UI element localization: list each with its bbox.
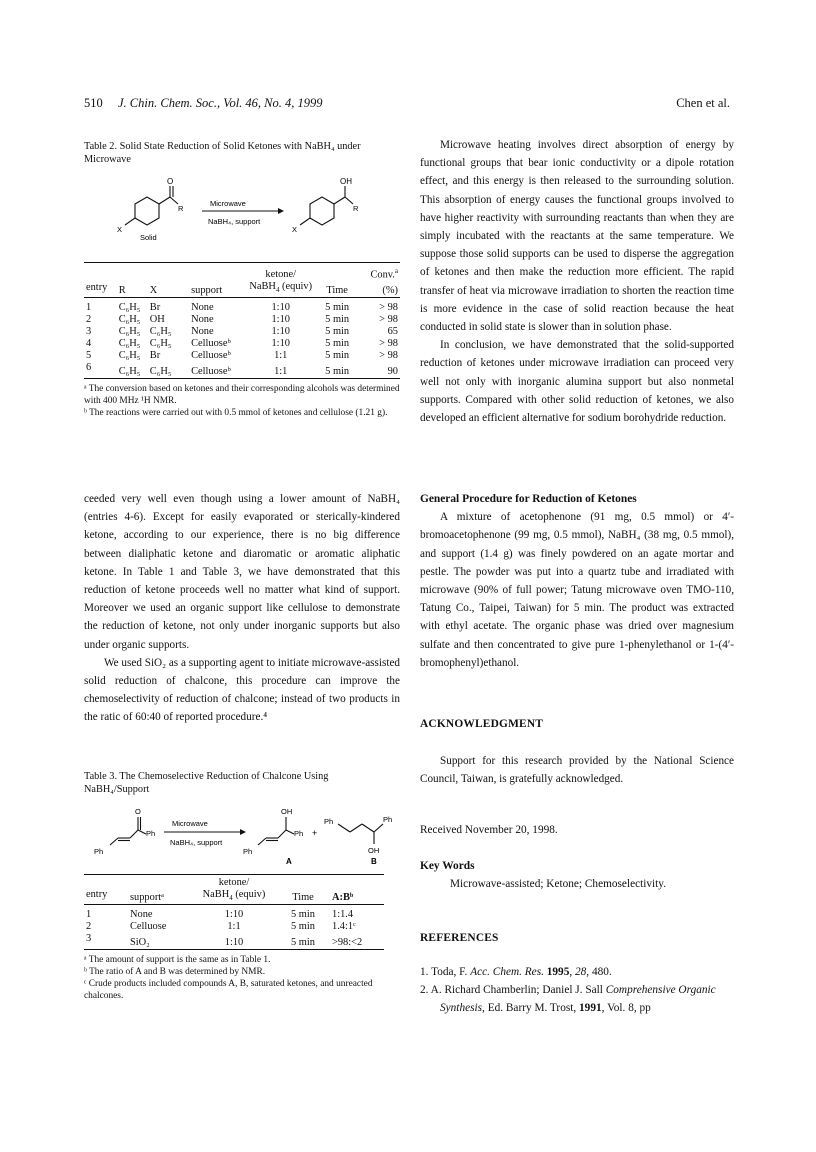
table-cell: None [130, 909, 153, 921]
col-header-support: support [191, 284, 223, 296]
table-cell: 1:10 [271, 301, 290, 313]
table-cell: > 98 [379, 301, 398, 313]
table-cell: 5 min [325, 325, 350, 337]
references-title: REFERENCES [420, 932, 499, 944]
phenyl-label: Ph [294, 829, 304, 838]
table-cell: > 98 [379, 349, 398, 361]
table2-footnote-b: ᵇ The reactions were carried out with 0.5 mmol of ketones and cellulose (1.21 g). [84, 407, 388, 418]
table-cell: C₆H₅ [118, 313, 141, 325]
table-cell: None [191, 313, 214, 325]
table-cell: 5 min [325, 349, 350, 361]
col-header-time: Time [326, 284, 348, 296]
reference-text: , Vol. 8, pp [601, 1001, 651, 1014]
table3-footnote-b: ᵇ The ratio of A and B was determined by NMR. [84, 967, 266, 978]
table-cell: 1 [86, 301, 92, 313]
hydroxyl-label: OH [281, 807, 293, 816]
paragraph: Microwave heating involves direct absorption of energy by functional groups that bear ionic conductivity or a dipole rotation effect, and this energy is then released to the surrounding solution. This absorption of energy causes the functional groups involved to have higher reactivity with surrounding reactants than when they are simply incubated with the reactants at the same temperature. We suppose those solid supports can be used to disperse the aggregation of ketones and then make the reduction more efficient. The rapid transfer of heat via microwave irradiation to shorten the reaction time is more evidence in the case of solid reaction because the heat conducted in solid state is slower than in solution phase. [420, 139, 734, 334]
table3-footnote-a: ᵃ The amount of support is the same as in Table 1. [84, 955, 271, 966]
r-label: R [353, 204, 359, 213]
table2: ketone/ Conv.$^a$ entry R X support NaBH$_4$ (equiv) Time (%) 1 C₆H₅ Br None 1:10 5 min > 98 2 C₆H₅ OH None 1:10 5 min > 98 3 C₆H₅ C₆H₅ None 1:10 5 min 65 4 C₆H₅ C₆H₅ Celluoseᵇ 1:10 5 min > 98 5 C₆H₅ Br Celluoseᵇ 1:1 5 min > 98 6 C₆H₅ C₆H₅ Celluoseᵇ 1:1 5 min 90 ᵃ The conversion based on ketones and their corresponding alcohols was determined with 400 MHz ¹H NMR. ᵇ The reactions were carried out with 0.5 mmol of ketones and cellulose (1.21 g). [84, 262, 400, 419]
left-body-text [84, 490, 400, 727]
running-author: Chen et al. [676, 96, 730, 110]
table-cell: Celluoseᵇ [191, 365, 231, 377]
reference-volume: 28 [575, 966, 587, 978]
reference-text: 2. A. Richard Chamberlin; Daniel J. Sall [420, 984, 606, 996]
table-cell: 5 [86, 349, 92, 361]
procedure-title: General Procedure for Reduction of Ketones [420, 493, 637, 505]
table-cell: 65 [387, 325, 398, 337]
table-cell: C₆H₅ [118, 325, 141, 337]
table-cell: 5 min [325, 301, 350, 313]
x-label: X [117, 225, 123, 234]
table-cell: 1:1.4 [332, 909, 354, 921]
reference-1: 1. Toda, F. Acc. Chem. Res. 1995, 28, 480. [420, 966, 612, 978]
product-a-label: A [286, 857, 292, 866]
reference-year: 1995 [546, 966, 570, 978]
table-cell: SiO₂ [130, 937, 150, 949]
table-cell: 5 min [291, 909, 315, 921]
paragraph: A mixture of acetophenone (91 mg, 0.5 mmol) or 4′-bromoacetophenone (99 mg, 0.5 mmol), NaBH₄ (38 mg, 0.5 mmol), and support (1.4 g) was finely powdered on an agate mortar and pestle. The powder was put into a quartz tube and irradiated with microwave (90% of full power; Tatung microwave oven TMO-110, Tatung Co., Taipei, Taiwan) for 5 min. The product was extracted with ethyl acetate. The organic phase was dried over magnesium sulfate and then concentrated to give pure 1-phenylethanol or 1-(4′-bromophenyl)ethanol. [420, 511, 734, 669]
table2-reaction-scheme [100, 174, 400, 258]
keywords: Microwave-assisted; Ketone; Chemoselectivity. [450, 878, 667, 890]
table-cell: 1:10 [224, 909, 244, 921]
table-cell: > 98 [379, 337, 398, 349]
table3: ketone/ entry supportᵃ NaBH$_4$ (equiv) Time A:Bᵇ 1 None 1:10 5 min 1:1.4 2 Celluose 1:1 5 min 1.4:1ᶜ 3 SiO₂ 1:10 5 min >98:<2 ᵃ The amount of support is the same as in Table 1. ᵇ The ratio of A and B was determined by NMR. ᶜ Crude products included compounds A, B, saturated ketones, and unreacted chalcones. [84, 874, 384, 1002]
table-cell: 1:10 [271, 337, 290, 349]
table-cell: 5 min [291, 937, 315, 949]
paragraph: We used SiO₂ as a supporting agent to initiate microwave-assisted solid reduction of chalcone, this procedure can improve the chemoselectivity of reduction of chalcone; instead of two products in the ratic of 60:40 of reported procedure.⁴ [84, 656, 400, 724]
benzene-ring [310, 197, 334, 225]
table-cell: 2 [86, 921, 92, 933]
reference-pages: , 480. [586, 966, 612, 978]
table-cell: 1 [86, 909, 92, 921]
table3-caption: Table 3. The Chemoselective Reduction of Chalcone Using NaBH₄/Support [84, 771, 329, 795]
reagent-label: NaBH₄, support [170, 838, 223, 847]
reference-book-title: Comprehensive Organic Synthesis [440, 984, 716, 1014]
reference-text: 1. Toda, F. [420, 966, 471, 978]
reagent-label: NaBH₄, support [208, 217, 261, 226]
product-b-label: B [371, 857, 377, 866]
acknowledgment-section [420, 752, 734, 788]
table-cell: 5 min [325, 337, 350, 349]
hydroxyl-label: OH [340, 177, 352, 186]
table-cell: 1:1 [227, 921, 241, 933]
table-cell: 1.4:1ᶜ [332, 921, 356, 933]
reference-year: 1991 [579, 1001, 602, 1014]
table-cell: Br [149, 301, 161, 313]
table-cell: 5 min [325, 313, 350, 325]
table-cell: >98:<2 [332, 937, 363, 949]
keywords-title: Key Words [420, 860, 475, 872]
table-cell: OH [149, 313, 165, 325]
col-header-x: X [149, 284, 158, 296]
table-cell: C₆H₅ [118, 337, 141, 349]
table-cell: 1:1 [274, 349, 288, 361]
procedure-section [420, 490, 734, 672]
col-header-time: Time [292, 892, 314, 904]
table-cell: Celluoseᵇ [191, 337, 231, 349]
plus-sign: + [312, 828, 318, 838]
table-cell: 2 [86, 313, 92, 325]
reference-2 [420, 982, 756, 1017]
table-cell: Celluoseᵇ [191, 349, 231, 361]
table-cell: C₆H₅ [118, 301, 141, 313]
col-header-entry: entry [86, 281, 108, 293]
microwave-label: Microwave [210, 199, 246, 208]
table-cell: 1:1 [274, 365, 288, 377]
table3-reaction-scheme [88, 802, 408, 872]
benzene-ring [135, 197, 159, 225]
table-cell: 6 [86, 361, 92, 373]
table-cell: 4 [86, 337, 92, 349]
col-header-entry: entry [86, 889, 108, 901]
paragraph: In conclusion, we have demonstrated that the solid-supported reduction of ketones under microwave irradiation can proceed very well not only with inorganic alumina support but also nonmetal supports. Compared with other solid reduction of ketones, we also developed an efficient alternative for sodium borohydride reduction. [420, 339, 734, 425]
table-cell: None [191, 301, 214, 313]
phenyl-label: Ph [324, 817, 334, 826]
table-cell: 1:10 [271, 325, 290, 337]
table-cell: C₆H₅ [149, 337, 172, 349]
col-header-support: supportᵃ [130, 892, 165, 904]
table-cell: 5 min [325, 365, 350, 377]
phenyl-label: Ph [94, 847, 104, 856]
journal-citation: J. Chin. Chem. Soc., Vol. 46, No. 4, 1999 [118, 96, 323, 110]
table-cell: 90 [387, 365, 398, 377]
table-cell: None [191, 325, 214, 337]
phenyl-label: Ph [243, 847, 253, 856]
phenyl-label: Ph [383, 815, 393, 824]
oxygen-label: O [167, 177, 174, 186]
microwave-label: Microwave [172, 819, 208, 828]
reference-text: , Ed. Barry M. Trost, [482, 1001, 580, 1014]
hydroxyl-label: OH [368, 846, 380, 855]
paragraph: ceeded very well even though using a lower amount of NaBH₄ (entries 4-6). Except for easily evaporated or sterically-kindered ketone, according to our experience, there is no big difference between dialiphatic ketone and diaromatic or aromatic aliphatic ketone. In Table 1 and Table 3, we have demonstrated that this reduction of ketone proceeds well no matter what kind of support. Moreover we used an organic support like cellulose to demonstrate the reduction of ketone, not only under inorganic supports but also under organic supports. [84, 493, 400, 651]
table2-caption: Table 2. Solid State Reduction of Solid Ketones with NaBH₄ under Microwave [84, 141, 361, 165]
table-cell: C₆H₅ [149, 365, 172, 377]
table-cell: > 98 [379, 313, 398, 325]
reference-journal: Acc. Chem. Res. [470, 966, 544, 978]
phenyl-label: Ph [146, 829, 156, 838]
table-cell: C₆H₅ [149, 325, 172, 337]
table-cell: 1:10 [224, 937, 244, 949]
col-header-ratio: A:Bᵇ [332, 892, 354, 904]
r-label: R [178, 204, 184, 213]
table-cell: Celluose [130, 921, 167, 933]
table-cell: 5 min [291, 921, 315, 933]
oxygen-label: O [135, 807, 141, 816]
solid-label: Solid [140, 233, 157, 242]
table-cell: 1:10 [271, 313, 290, 325]
table3-footnote-c: ᶜ Crude products included compounds A, B, saturated ketones, and unreacted chalcones. [84, 979, 373, 1002]
page-number: 510 [84, 96, 103, 110]
table-cell: 3 [86, 325, 92, 337]
table2-footnote-a: ᵃ The conversion based on ketones and their corresponding alcohols was determined with 400 MHz ¹H NMR. [84, 383, 400, 406]
right-body-text [420, 136, 734, 427]
table-cell: C₆H₅ [118, 365, 141, 377]
received-date: Received November 20, 1998. [420, 824, 558, 836]
x-label: X [292, 225, 298, 234]
table-cell: Br [149, 349, 161, 361]
table-cell: C₆H₅ [118, 349, 141, 361]
acknowledgment-title: ACKNOWLEDGMENT [420, 718, 544, 730]
table-cell: 3 [86, 933, 92, 945]
paragraph: Support for this research provided by the National Science Council, Taiwan, is gratefully acknowledged. [420, 755, 734, 786]
col-header-r: R [118, 284, 126, 296]
